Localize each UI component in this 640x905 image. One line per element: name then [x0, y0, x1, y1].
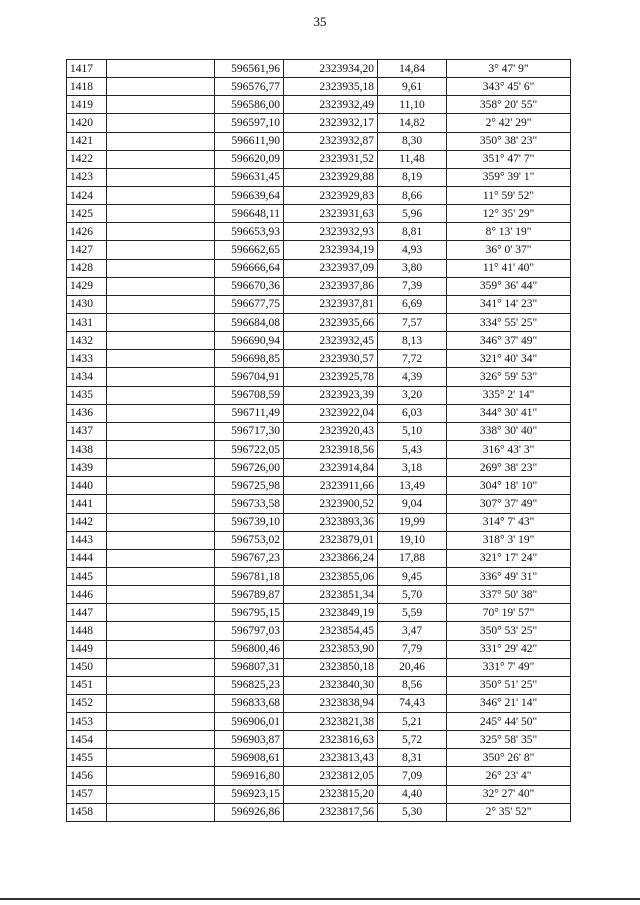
- table-row: [67, 658, 571, 676]
- direction-angle-cell: 3° 47' 9": [447, 60, 571, 78]
- table-row: [67, 332, 571, 350]
- point-name-cell: [107, 386, 215, 404]
- direction-angle-cell: 11° 59' 52": [447, 186, 571, 204]
- point-number-cell: 1436: [67, 404, 107, 422]
- segment-length-cell: 4,39: [378, 368, 447, 386]
- direction-angle-cell: 2° 35' 52": [447, 803, 571, 821]
- direction-angle-cell: 346° 37' 49": [447, 332, 571, 350]
- y-coordinate-cell: 2323932,45: [284, 332, 378, 350]
- x-coordinate-cell: 596648,11: [215, 205, 284, 223]
- point-number-cell: 1455: [67, 749, 107, 767]
- x-coordinate-cell: 596903,87: [215, 731, 284, 749]
- y-coordinate-cell: 2323932,87: [284, 132, 378, 150]
- direction-angle-cell: 346° 21' 14": [447, 694, 571, 712]
- segment-length-cell: 7,79: [378, 640, 447, 658]
- table-row: [67, 785, 571, 803]
- point-number-cell: 1441: [67, 495, 107, 513]
- point-number-cell: 1445: [67, 567, 107, 585]
- y-coordinate-cell: 2323937,81: [284, 295, 378, 313]
- direction-angle-cell: 8° 13' 19": [447, 223, 571, 241]
- point-number-cell: 1434: [67, 368, 107, 386]
- point-name-cell: [107, 567, 215, 585]
- point-name-cell: [107, 223, 215, 241]
- segment-length-cell: 8,31: [378, 749, 447, 767]
- table-row: [67, 223, 571, 241]
- table-row: [67, 749, 571, 767]
- y-coordinate-cell: 2323930,57: [284, 350, 378, 368]
- point-number-cell: 1437: [67, 422, 107, 440]
- point-number-cell: 1458: [67, 803, 107, 821]
- segment-length-cell: 3,47: [378, 622, 447, 640]
- point-name-cell: [107, 658, 215, 676]
- point-number-cell: 1428: [67, 259, 107, 277]
- x-coordinate-cell: 596733,58: [215, 495, 284, 513]
- y-coordinate-cell: 2323813,43: [284, 749, 378, 767]
- x-coordinate-cell: 596639,64: [215, 186, 284, 204]
- point-number-cell: 1419: [67, 96, 107, 114]
- table-row: [67, 640, 571, 658]
- x-coordinate-cell: 596620,09: [215, 150, 284, 168]
- y-coordinate-cell: 2323855,06: [284, 567, 378, 585]
- x-coordinate-cell: 596653,93: [215, 223, 284, 241]
- segment-length-cell: 8,30: [378, 132, 447, 150]
- table-row: [67, 205, 571, 223]
- direction-angle-cell: 337° 50' 38": [447, 586, 571, 604]
- table-row: [67, 132, 571, 150]
- table-row: [67, 549, 571, 567]
- segment-length-cell: 9,04: [378, 495, 447, 513]
- x-coordinate-cell: 596708,59: [215, 386, 284, 404]
- segment-length-cell: 9,45: [378, 567, 447, 585]
- segment-length-cell: 20,46: [378, 658, 447, 676]
- y-coordinate-cell: 2323937,86: [284, 277, 378, 295]
- y-coordinate-cell: 2323815,20: [284, 785, 378, 803]
- x-coordinate-cell: 596916,80: [215, 767, 284, 785]
- point-number-cell: 1448: [67, 622, 107, 640]
- table-row: [67, 440, 571, 458]
- point-name-cell: [107, 531, 215, 549]
- x-coordinate-cell: 596833,68: [215, 694, 284, 712]
- segment-length-cell: 17,88: [378, 549, 447, 567]
- point-name-cell: [107, 713, 215, 731]
- segment-length-cell: 5,43: [378, 440, 447, 458]
- direction-angle-cell: 318° 3' 19": [447, 531, 571, 549]
- direction-angle-cell: 331° 29' 42": [447, 640, 571, 658]
- y-coordinate-cell: 2323920,43: [284, 422, 378, 440]
- point-name-cell: [107, 114, 215, 132]
- x-coordinate-cell: 596797,03: [215, 622, 284, 640]
- segment-length-cell: 8,13: [378, 332, 447, 350]
- point-number-cell: 1447: [67, 604, 107, 622]
- x-coordinate-cell: 596684,08: [215, 313, 284, 331]
- segment-length-cell: 7,39: [378, 277, 447, 295]
- direction-angle-cell: 350° 53' 25": [447, 622, 571, 640]
- x-coordinate-cell: 596704,91: [215, 368, 284, 386]
- y-coordinate-cell: 2323879,01: [284, 531, 378, 549]
- y-coordinate-cell: 2323851,34: [284, 586, 378, 604]
- point-name-cell: [107, 586, 215, 604]
- direction-angle-cell: 269° 38' 23": [447, 459, 571, 477]
- table-row: [67, 295, 571, 313]
- direction-angle-cell: 325° 58' 35": [447, 731, 571, 749]
- table-row: [67, 513, 571, 531]
- direction-angle-cell: 314° 7' 43": [447, 513, 571, 531]
- segment-length-cell: 8,66: [378, 186, 447, 204]
- y-coordinate-cell: 2323934,20: [284, 60, 378, 78]
- segment-length-cell: 74,43: [378, 694, 447, 712]
- x-coordinate-cell: 596725,98: [215, 477, 284, 495]
- x-coordinate-cell: 596670,36: [215, 277, 284, 295]
- x-coordinate-cell: 596662,65: [215, 241, 284, 259]
- y-coordinate-cell: 2323817,56: [284, 803, 378, 821]
- bottom-rule: [0, 898, 640, 900]
- point-number-cell: 1430: [67, 295, 107, 313]
- point-number-cell: 1454: [67, 731, 107, 749]
- point-number-cell: 1424: [67, 186, 107, 204]
- table-row: [67, 495, 571, 513]
- y-coordinate-cell: 2323932,93: [284, 223, 378, 241]
- segment-length-cell: 3,80: [378, 259, 447, 277]
- segment-length-cell: 8,19: [378, 168, 447, 186]
- y-coordinate-cell: 2323918,56: [284, 440, 378, 458]
- x-coordinate-cell: 596908,61: [215, 749, 284, 767]
- direction-angle-cell: 36° 0' 37": [447, 241, 571, 259]
- point-name-cell: [107, 440, 215, 458]
- y-coordinate-cell: 2323854,45: [284, 622, 378, 640]
- direction-angle-cell: 11° 41' 40": [447, 259, 571, 277]
- y-coordinate-cell: 2323931,52: [284, 150, 378, 168]
- point-name-cell: [107, 404, 215, 422]
- point-number-cell: 1439: [67, 459, 107, 477]
- x-coordinate-cell: 596795,15: [215, 604, 284, 622]
- segment-length-cell: 19,99: [378, 513, 447, 531]
- point-name-cell: [107, 295, 215, 313]
- segment-length-cell: 6,69: [378, 295, 447, 313]
- x-coordinate-cell: 596631,45: [215, 168, 284, 186]
- point-number-cell: 1431: [67, 313, 107, 331]
- y-coordinate-cell: 2323925,78: [284, 368, 378, 386]
- point-number-cell: 1432: [67, 332, 107, 350]
- direction-angle-cell: 336° 49' 31": [447, 567, 571, 585]
- point-name-cell: [107, 422, 215, 440]
- y-coordinate-cell: 2323853,90: [284, 640, 378, 658]
- x-coordinate-cell: 596926,86: [215, 803, 284, 821]
- direction-angle-cell: 2° 42' 29": [447, 114, 571, 132]
- point-name-cell: [107, 168, 215, 186]
- table-row: [67, 350, 571, 368]
- point-number-cell: 1418: [67, 78, 107, 96]
- point-name-cell: [107, 350, 215, 368]
- direction-angle-cell: 304° 18' 10": [447, 477, 571, 495]
- segment-length-cell: 5,21: [378, 713, 447, 731]
- table-row: [67, 259, 571, 277]
- direction-angle-cell: 335° 2' 14": [447, 386, 571, 404]
- segment-length-cell: 14,82: [378, 114, 447, 132]
- point-name-cell: [107, 785, 215, 803]
- segment-length-cell: 5,96: [378, 205, 447, 223]
- point-name-cell: [107, 676, 215, 694]
- direction-angle-cell: 343° 45' 6": [447, 78, 571, 96]
- y-coordinate-cell: 2323914,84: [284, 459, 378, 477]
- direction-angle-cell: 321° 40' 34": [447, 350, 571, 368]
- table-row: [67, 731, 571, 749]
- table-row: [67, 422, 571, 440]
- segment-length-cell: 5,59: [378, 604, 447, 622]
- table-row: [67, 586, 571, 604]
- y-coordinate-cell: 2323931,63: [284, 205, 378, 223]
- table-row: [67, 60, 571, 78]
- segment-length-cell: 11,48: [378, 150, 447, 168]
- point-name-cell: [107, 803, 215, 821]
- segment-length-cell: 6,03: [378, 404, 447, 422]
- y-coordinate-cell: 2323932,17: [284, 114, 378, 132]
- table-row: [67, 150, 571, 168]
- y-coordinate-cell: 2323935,18: [284, 78, 378, 96]
- point-number-cell: 1457: [67, 785, 107, 803]
- y-coordinate-cell: 2323923,39: [284, 386, 378, 404]
- direction-angle-cell: 331° 7' 49": [447, 658, 571, 676]
- point-number-cell: 1425: [67, 205, 107, 223]
- point-name-cell: [107, 205, 215, 223]
- y-coordinate-cell: 2323849,19: [284, 604, 378, 622]
- direction-angle-cell: 326° 59' 53": [447, 368, 571, 386]
- x-coordinate-cell: 596789,87: [215, 586, 284, 604]
- table-row: [67, 386, 571, 404]
- y-coordinate-cell: 2323900,52: [284, 495, 378, 513]
- point-name-cell: [107, 150, 215, 168]
- table-row: [67, 676, 571, 694]
- y-coordinate-cell: 2323850,18: [284, 658, 378, 676]
- segment-length-cell: 4,93: [378, 241, 447, 259]
- point-number-cell: 1444: [67, 549, 107, 567]
- coordinates-table: [66, 59, 571, 822]
- point-name-cell: [107, 259, 215, 277]
- point-number-cell: 1440: [67, 477, 107, 495]
- direction-angle-cell: 344° 30' 41": [447, 404, 571, 422]
- point-name-cell: [107, 332, 215, 350]
- table-row: [67, 78, 571, 96]
- x-coordinate-cell: 596807,31: [215, 658, 284, 676]
- y-coordinate-cell: 2323840,30: [284, 676, 378, 694]
- segment-length-cell: 7,09: [378, 767, 447, 785]
- direction-angle-cell: 316° 43' 3": [447, 440, 571, 458]
- direction-angle-cell: 359° 36' 44": [447, 277, 571, 295]
- point-number-cell: 1453: [67, 713, 107, 731]
- direction-angle-cell: 26° 23' 4": [447, 767, 571, 785]
- point-name-cell: [107, 604, 215, 622]
- point-number-cell: 1443: [67, 531, 107, 549]
- point-name-cell: [107, 694, 215, 712]
- y-coordinate-cell: 2323911,66: [284, 477, 378, 495]
- segment-length-cell: 7,72: [378, 350, 447, 368]
- y-coordinate-cell: 2323821,38: [284, 713, 378, 731]
- point-name-cell: [107, 96, 215, 114]
- direction-angle-cell: 334° 55' 25": [447, 313, 571, 331]
- page-number: 35: [313, 14, 327, 29]
- x-coordinate-cell: 596717,30: [215, 422, 284, 440]
- y-coordinate-cell: 2323838,94: [284, 694, 378, 712]
- x-coordinate-cell: 596722,05: [215, 440, 284, 458]
- point-number-cell: 1417: [67, 60, 107, 78]
- y-coordinate-cell: 2323929,83: [284, 186, 378, 204]
- point-number-cell: 1446: [67, 586, 107, 604]
- table-row: [67, 368, 571, 386]
- x-coordinate-cell: 596800,46: [215, 640, 284, 658]
- y-coordinate-cell: 2323937,09: [284, 259, 378, 277]
- x-coordinate-cell: 596611,90: [215, 132, 284, 150]
- point-name-cell: [107, 60, 215, 78]
- segment-length-cell: 3,20: [378, 386, 447, 404]
- direction-angle-cell: 359° 39' 1": [447, 168, 571, 186]
- segment-length-cell: 5,10: [378, 422, 447, 440]
- point-name-cell: [107, 622, 215, 640]
- point-name-cell: [107, 749, 215, 767]
- table-row: [67, 459, 571, 477]
- point-number-cell: 1429: [67, 277, 107, 295]
- table-row: [67, 114, 571, 132]
- table-row: [67, 694, 571, 712]
- direction-angle-cell: 307° 37' 49": [447, 495, 571, 513]
- point-name-cell: [107, 731, 215, 749]
- x-coordinate-cell: 596561,96: [215, 60, 284, 78]
- x-coordinate-cell: 596767,23: [215, 549, 284, 567]
- segment-length-cell: 8,56: [378, 676, 447, 694]
- table-row: [67, 168, 571, 186]
- point-number-cell: 1426: [67, 223, 107, 241]
- point-name-cell: [107, 459, 215, 477]
- table-row: [67, 767, 571, 785]
- y-coordinate-cell: 2323929,88: [284, 168, 378, 186]
- x-coordinate-cell: 596666,64: [215, 259, 284, 277]
- point-name-cell: [107, 313, 215, 331]
- point-name-cell: [107, 513, 215, 531]
- point-number-cell: 1438: [67, 440, 107, 458]
- segment-length-cell: 11,10: [378, 96, 447, 114]
- point-number-cell: 1451: [67, 676, 107, 694]
- point-name-cell: [107, 640, 215, 658]
- table-row: [67, 713, 571, 731]
- point-number-cell: 1433: [67, 350, 107, 368]
- direction-angle-cell: 70° 19' 57": [447, 604, 571, 622]
- x-coordinate-cell: 596825,23: [215, 676, 284, 694]
- x-coordinate-cell: 596906,01: [215, 713, 284, 731]
- segment-length-cell: 13,49: [378, 477, 447, 495]
- direction-angle-cell: 358° 20' 55": [447, 96, 571, 114]
- y-coordinate-cell: 2323932,49: [284, 96, 378, 114]
- point-number-cell: 1420: [67, 114, 107, 132]
- y-coordinate-cell: 2323866,24: [284, 549, 378, 567]
- x-coordinate-cell: 596677,75: [215, 295, 284, 313]
- direction-angle-cell: 351° 47' 7": [447, 150, 571, 168]
- x-coordinate-cell: 596923,15: [215, 785, 284, 803]
- segment-length-cell: 4,40: [378, 785, 447, 803]
- direction-angle-cell: 321° 17' 24": [447, 549, 571, 567]
- x-coordinate-cell: 596597,10: [215, 114, 284, 132]
- point-name-cell: [107, 495, 215, 513]
- table-row: [67, 404, 571, 422]
- x-coordinate-cell: 596781,18: [215, 567, 284, 585]
- point-number-cell: 1449: [67, 640, 107, 658]
- table-row: [67, 186, 571, 204]
- point-number-cell: 1452: [67, 694, 107, 712]
- table-row: [67, 803, 571, 821]
- point-name-cell: [107, 277, 215, 295]
- direction-angle-cell: 338° 30' 40": [447, 422, 571, 440]
- table-row: [67, 277, 571, 295]
- point-number-cell: 1456: [67, 767, 107, 785]
- point-name-cell: [107, 549, 215, 567]
- table-row: [67, 96, 571, 114]
- point-name-cell: [107, 767, 215, 785]
- point-number-cell: 1442: [67, 513, 107, 531]
- y-coordinate-cell: 2323893,36: [284, 513, 378, 531]
- y-coordinate-cell: 2323922,04: [284, 404, 378, 422]
- y-coordinate-cell: 2323934,19: [284, 241, 378, 259]
- segment-length-cell: 5,72: [378, 731, 447, 749]
- y-coordinate-cell: 2323812,05: [284, 767, 378, 785]
- y-coordinate-cell: 2323816,63: [284, 731, 378, 749]
- direction-angle-cell: 350° 51' 25": [447, 676, 571, 694]
- y-coordinate-cell: 2323935,66: [284, 313, 378, 331]
- segment-length-cell: 9,61: [378, 78, 447, 96]
- x-coordinate-cell: 596698,85: [215, 350, 284, 368]
- point-name-cell: [107, 132, 215, 150]
- point-number-cell: 1435: [67, 386, 107, 404]
- point-name-cell: [107, 477, 215, 495]
- x-coordinate-cell: 596726,00: [215, 459, 284, 477]
- x-coordinate-cell: 596576,77: [215, 78, 284, 96]
- x-coordinate-cell: 596739,10: [215, 513, 284, 531]
- coordinates-table-body: [67, 60, 571, 822]
- point-name-cell: [107, 368, 215, 386]
- table-row: [67, 567, 571, 585]
- point-number-cell: 1427: [67, 241, 107, 259]
- segment-length-cell: 3,18: [378, 459, 447, 477]
- table-row: [67, 313, 571, 331]
- segment-length-cell: 5,70: [378, 586, 447, 604]
- x-coordinate-cell: 596690,94: [215, 332, 284, 350]
- segment-length-cell: 19,10: [378, 531, 447, 549]
- point-number-cell: 1422: [67, 150, 107, 168]
- table-row: [67, 604, 571, 622]
- point-name-cell: [107, 186, 215, 204]
- direction-angle-cell: 341° 14' 23": [447, 295, 571, 313]
- direction-angle-cell: 245° 44' 50": [447, 713, 571, 731]
- point-name-cell: [107, 78, 215, 96]
- direction-angle-cell: 350° 26' 8": [447, 749, 571, 767]
- point-number-cell: 1423: [67, 168, 107, 186]
- table-row: [67, 477, 571, 495]
- point-number-cell: 1421: [67, 132, 107, 150]
- x-coordinate-cell: 596753,02: [215, 531, 284, 549]
- point-name-cell: [107, 241, 215, 259]
- x-coordinate-cell: 596586,00: [215, 96, 284, 114]
- direction-angle-cell: 350° 38' 23": [447, 132, 571, 150]
- table-row: [67, 622, 571, 640]
- direction-angle-cell: 12° 35' 29": [447, 205, 571, 223]
- segment-length-cell: 8,81: [378, 223, 447, 241]
- point-number-cell: 1450: [67, 658, 107, 676]
- segment-length-cell: 7,57: [378, 313, 447, 331]
- table-row: [67, 531, 571, 549]
- segment-length-cell: 5,30: [378, 803, 447, 821]
- table-row: [67, 241, 571, 259]
- segment-length-cell: 14,84: [378, 60, 447, 78]
- x-coordinate-cell: 596711,49: [215, 404, 284, 422]
- direction-angle-cell: 32° 27' 40": [447, 785, 571, 803]
